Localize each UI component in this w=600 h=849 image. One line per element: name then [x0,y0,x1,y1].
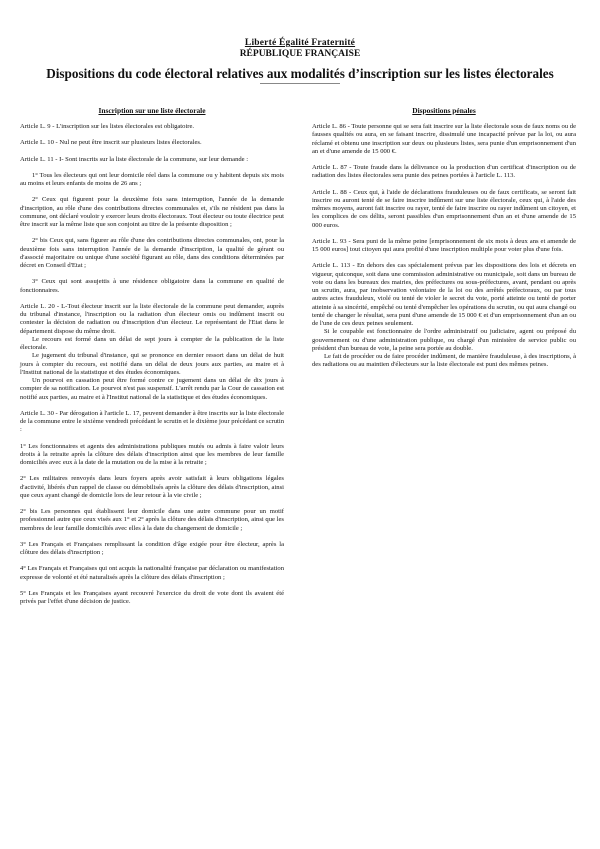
article-l30-item-4: 4° Les Français et Françaises qui ont acquis la nationalité française par déclaration ou manifestation expresse de volonté et été naturalisés après la clôture des délais d'inscription ; [20,565,284,581]
article-l9: Article L. 9 - L'inscription sur les listes électorales est obligatoire. [20,123,195,130]
article-l113: Article L. 113 - En dehors des cas spécialement prévus par les dispositions des lois et décrets en vigueur, quiconque, soit dans une commission administrative ou municipale, soit dans un bureau de vote ou dans les bureaux des mairies, des préfectures ou sous-préfectures, avant, pendant ou après un scrutin, aura, par inobservation volontaire de la loi ou des arrêtés préfectoraux, ou par tous autres actes frauduleux, violé ou tenté de violer le secret du vote, porté atteinte ou tenté de porter atteinte à sa sincérité, empêché ou tenté d'empêcher les opérations du scrutin, ou qui aura changé ou tenté de changer le résultat, sera puni d'une amende de 15 000 € et d'un emprisonnement d'un an ou de l'une de ces deux peines seulement. [312,262,576,327]
article-l20-jugement: Le jugement du tribunal d'instance, qui se prononce en dernier ressort dans un délai de huit jours à compter du recours, est notifié dans un délai de deux jours aux parties, au maire et à l'Institut national de la statistique et des études économiques. [20,352,284,376]
article-l30-item-2bis: 2° bis Les personnes qui établissent leur domicile dans une autre commune pour un motif professionnel autre que ceux visés aux 1° et 2° après la clôture des délais d'inscription, ainsi que les membres de leur famille domiciliés avec elles à la date du changement de domicile ; [20,508,284,532]
article-l20-recours: Le recours est formé dans un délai de sept jours à compter de la publication de la liste électorale. [20,335,284,351]
article-l20: Article L. 20 - L-Tout électeur inscrit sur la liste électorale de la commune peut demander, auprès du tribunal d'instance, l'inscription ou la radiation d'un électeur omis ou indûment inscrit ou contester la décision de radiation ou d'inscription d'un électeur. Le représentant de l'Etat dans le département dispose du même droit. [20,302,284,335]
right-column-heading: Dispositions pénales [412,106,476,115]
republic-name: RÉPUBLIQUE FRANÇAISE [239,49,361,59]
article-l113-aggravation: Si le coupable est fonctionnaire de l'ordre administratif ou judiciaire, agent ou préposé du gouvernement ou d'une administration publique, ou chargé d'un ministère de service public ou président d'un bureau de vote, la peine sera portée au double. [312,328,576,352]
article-l30-intro: Article L. 30 - Par dérogation à l'article L. 17, peuvent demander à être inscrits sur la liste électorale de la commune entre le sixième vendredi précédant le scrutin et le dixième jour précédant ce scrutin : [20,409,285,434]
left-column-heading: Inscription sur une liste électorale [98,106,206,115]
article-l113-fraude: Le fait de procéder ou de faire procéder indûment, de manière frauduleuse, à des inscriptions, à des radiations ou au maintien d'électeurs sur la liste électorale est puni des mêmes peines. [312,353,576,369]
article-l11-item-1: 1° Tous les électeurs qui ont leur domicile réel dans la commune ou y habitent depuis six mois au moins et leurs enfants de moins de 26 ans ; [20,171,284,187]
article-l11-item-2: 2° Ceux qui figurent pour la deuxième fois sans interruption, l'année de la demande d'inscription, au rôle d'une des contributions directes communales et, s'ils ne résident pas dans la commune, ont déclaré vouloir y exercer leurs droits électoraux. Tout électeur ou toute électrice peut être inscrit sur la même liste que son conjoint au titre de la présente disposition ; [20,196,284,228]
article-l10: Article L. 10 - Nul ne peut être inscrit sur plusieurs listes électorales. [20,139,202,147]
document-header [0,38,600,84]
article-l30-item-3: 3° Les Français et Françaises remplissant la condition d'âge exigée pour être électeur, après la clôture des délais d'inscription ; [20,540,284,556]
article-l30-item-1: 1° Les fonctionnaires et agents des administrations publiques mutés ou admis à faire valoir leurs droits à la retraite après la clôture des délais d'inscription ainsi que les membres de leur famille domiciliés avec eux à la date de la mutation ou de la mise à la retraite ; [20,442,284,466]
article-l30-item-5: 5° Les Français et les Françaises ayant recouvré l'exercice du droit de vote dont ils avaient été privés par l'effet d'une décision de justice. [20,589,284,605]
article-l86: Article L. 86 - Toute personne qui se sera fait inscrire sur la liste électorale sous de faux noms ou de fausses qualités ou aura, en se faisant inscrire, dissimulé une incapacité prévue par la loi, ou aura réclamé et obtenu une inscription sur deux ou plusieurs listes, sera punie d'un emprisonnement d'un an et d'une amende de 15 000 €. [312,123,576,155]
article-l11-item-3: 3° Ceux qui sont assujettis à une résidence obligatoire dans la commune en qualité de fonctionnaires. [20,278,284,294]
right-column [312,106,576,378]
article-l20-pourvoi: Un pourvoi en cassation peut être formé contre ce jugement dans un délai de dix jours à compter de sa notification. Le pourvoi n'est pas suspensif. L'arrêt rendu par la Cour de cassation est notifié aux parties, au maire et à l'Institut national de la statistique et des études économiques. [20,377,284,401]
article-l93: Article L. 93 - Sera puni de la même peine [emprisonnement de six mois à deux ans et amende de 15 000 euros] tout citoyen qui aura profité d'une inscription multiple pour voter plus d'une fois. [312,237,576,253]
article-l11-item-2bis: 2° bis Ceux qui, sans figurer au rôle d'une des contributions directes communales, ont, pour la deuxième fois sans interruption l'année de la demande d'inscription, la qualité de gérant ou d'associé majoritaire ou unique d'une société figurant au rôle, dans des conditions déterminées par décret en Conseil d'Etat ; [20,237,284,269]
document-title: Dispositions du code électoral relatives aux modalités d’inscription sur les listes électorales [46,66,554,81]
article-l88: Article L. 88 - Ceux qui, à l'aide de déclarations frauduleuses ou de faux certificats, se seront fait inscrire ou auront tenté de se faire inscrire indûment sur une liste électorale, ceux qui, à l'aide des mêmes moyens, auront fait inscrire ou rayer, tenté de faire inscrire ou rayer indûment un citoyen, et les complices de ces délits, seront passibles d'un emprisonnement d'un an et d'une amende de 15 000 euros. [312,188,576,229]
left-column [20,106,284,614]
national-motto: Liberté Égalité Fraternité [244,38,356,48]
article-l30-item-2: 2° Les militaires renvoyés dans leurs foyers après avoir satisfait à leurs obligations légales d'activité, libérés d'un rappel de classe ou démobilisés après la clôture des délais d'inscription, ainsi que ceux ayant changé de domicile lors de leur retour à la vie civile ; [20,475,284,499]
article-l87: Article L. 87 - Toute fraude dans la délivrance ou la production d'un certificat d'inscription ou de radiation des listes électorales sera punie des peines portées à l'article L. 113. [312,164,576,180]
article-l11-intro: Article L. 11 - I- Sont inscrits sur la liste électorale de la commune, sur leur demande : [20,155,249,163]
title-divider [260,83,340,84]
